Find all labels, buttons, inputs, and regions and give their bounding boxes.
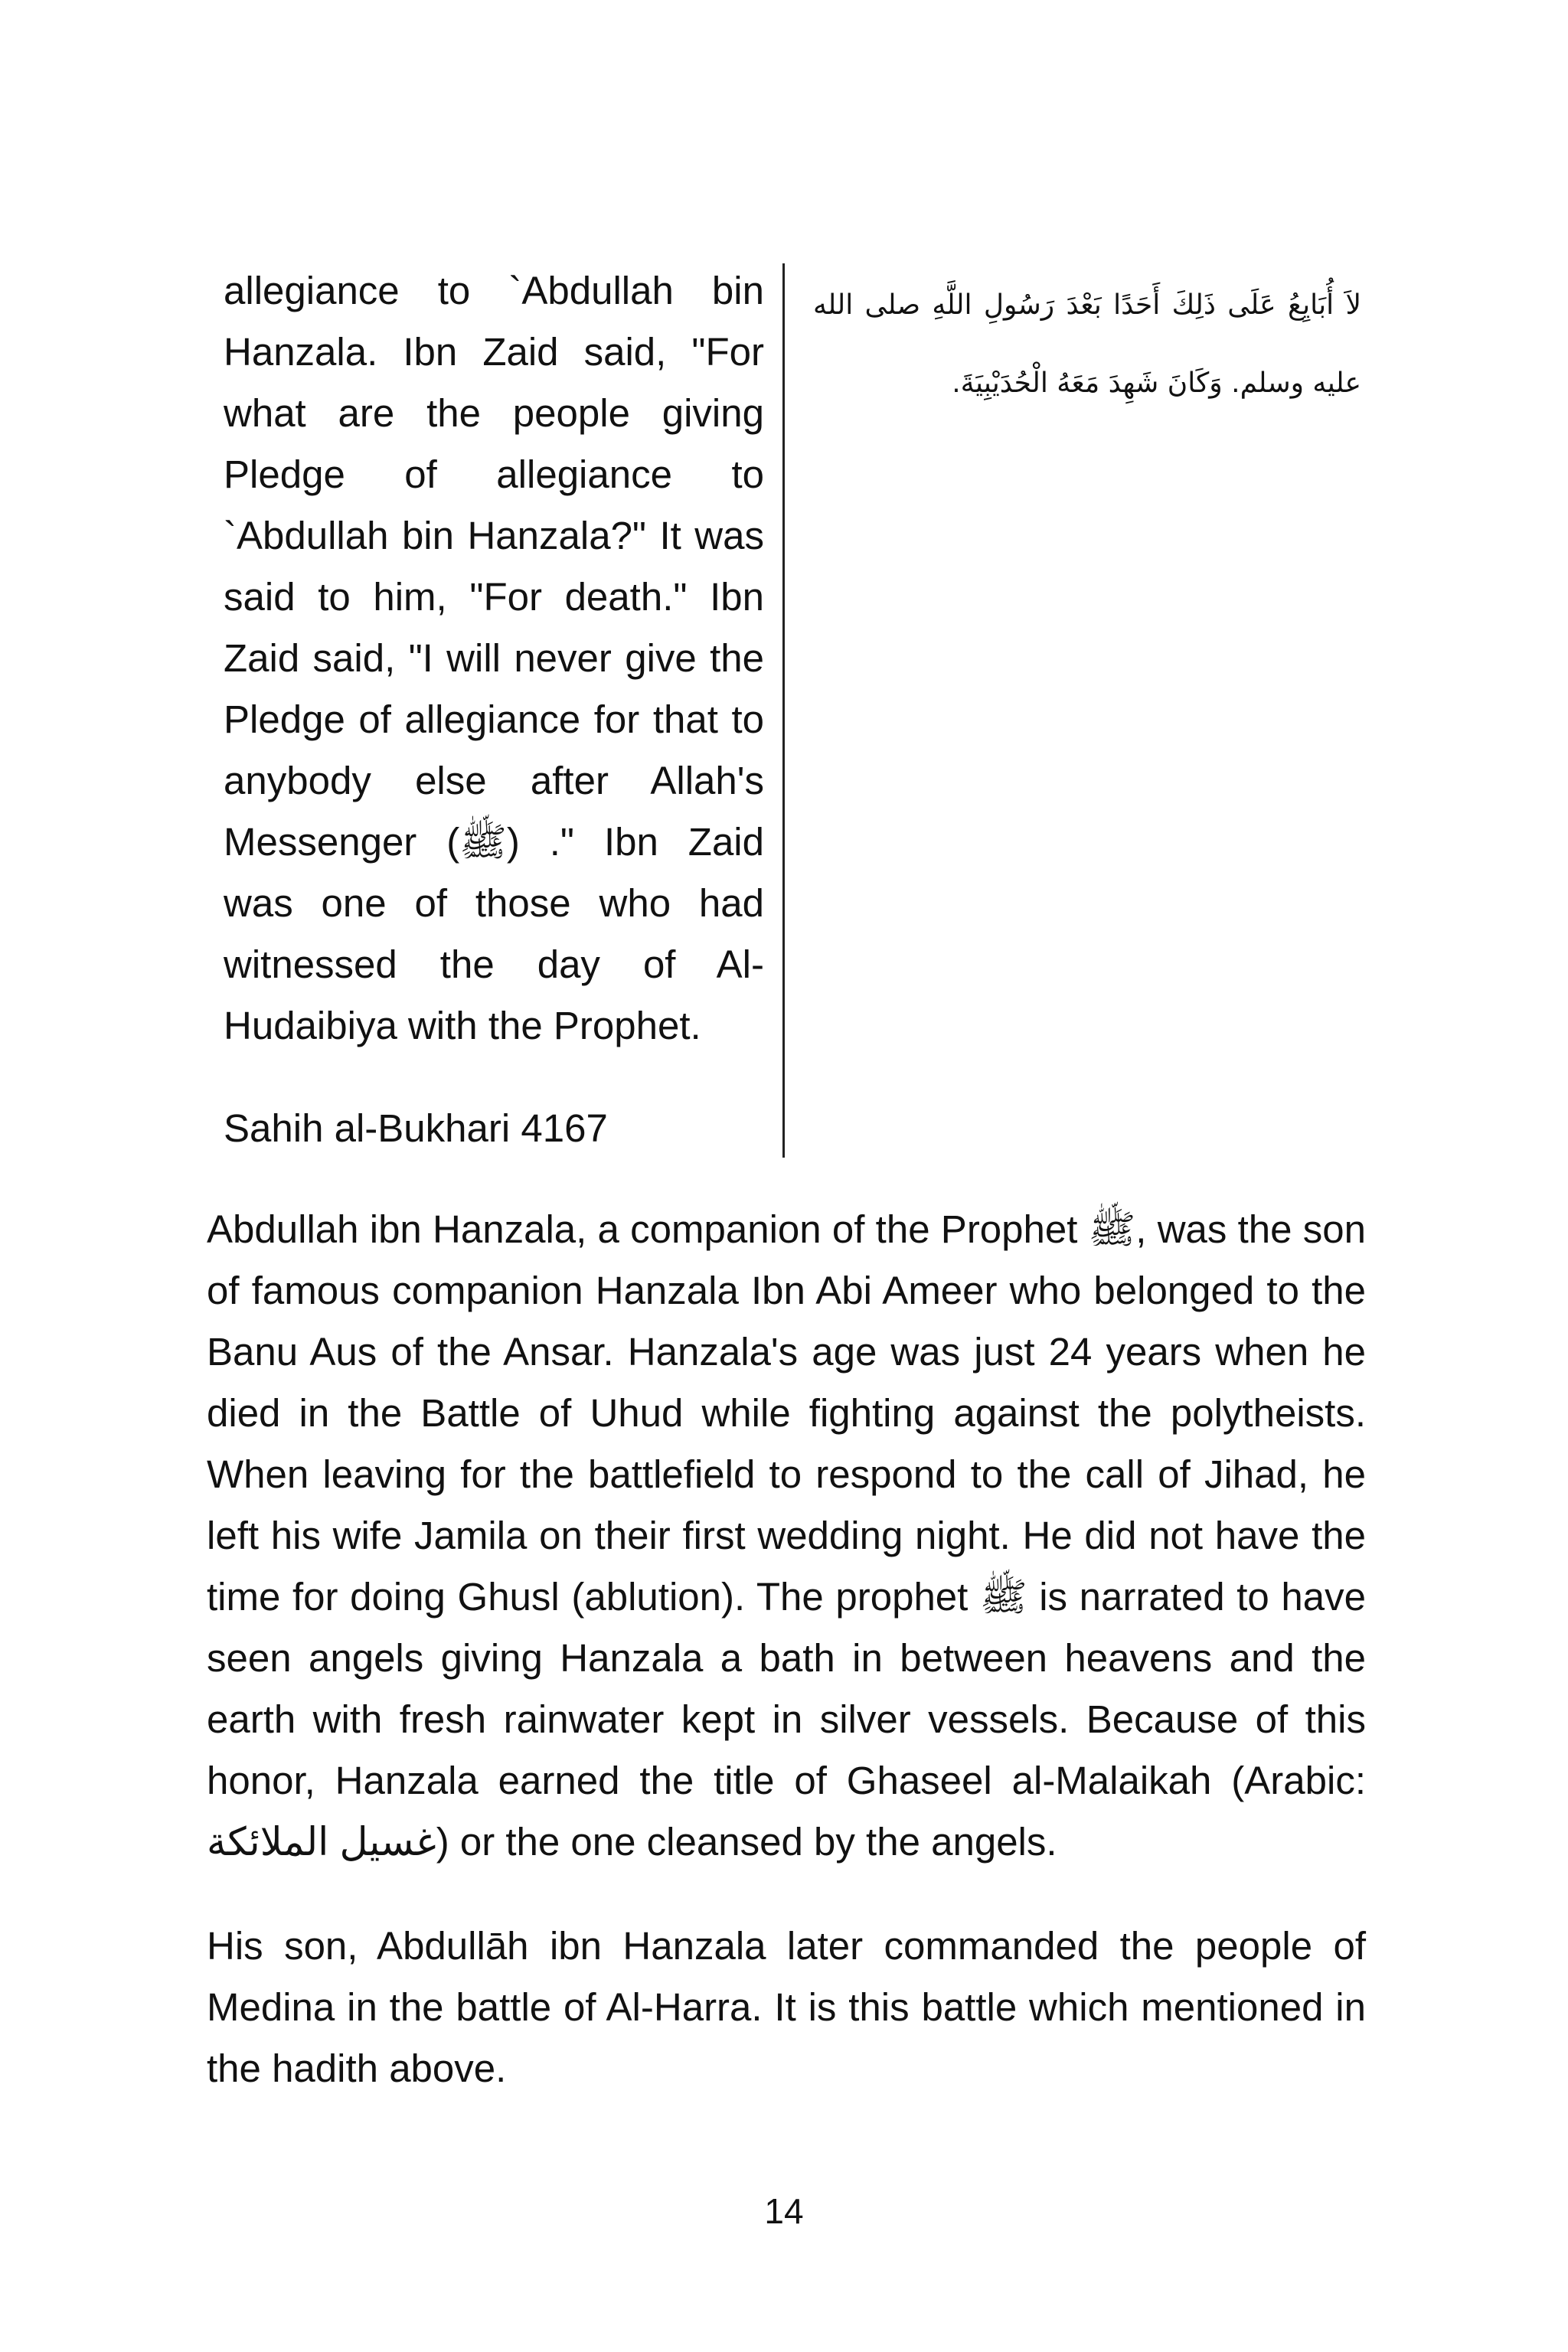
page-number: 14 [764, 2191, 804, 2231]
hadith-two-column-block [224, 260, 1364, 1148]
commentary-paragraph-1: Abdullah ibn Hanzala, a companion of the Prophet ﷺ, was the son of famous companion Hanzala Ibn Abi Ameer who belonged to the Banu Aus of the Ansar. Hanzala's age was just 24 years when he died in the Battle of Uhud while fighting against the polytheists. When leaving for the battlefield to respond to the call of Jihad, he left his wife Jamila on their first wedding night. He did not have the time for doing Ghusl (ablution). The prophet ﷺ is narrated to have seen angels giving Hanzala a bath in between heavens and the earth with fresh rainwater kept in silver vessels. Because of this honor, Hanzala earned the title of Ghaseel al-Malaikah (Arabic: غسيل الملائكة) or the one cleansed by the angels. [207, 1207, 1367, 1864]
arabic-column [813, 266, 1361, 423]
hadith-reference: Sahih al-Bukhari 4167 [224, 1106, 608, 1150]
commentary-paragraph-2: His son, Abdullāh ibn Hanzala later commanded the people of Medina in the battle of Al-Harra. It is this battle which mentioned in the hadith above. [207, 1924, 1366, 2090]
commentary-section [207, 1199, 1366, 2099]
column-divider [782, 263, 785, 1158]
arabic-hadith-text: لاَ أُبَايِعُ عَلَى ذَلِكَ أَحَدًا بَعْدَ رَسُولِ اللَّهِ صلى الله عليه وسلم‏.‏ وَكَانَ شَهِدَ مَعَهُ الْحُدَيْبِيَةَ‏.‏ [813, 289, 1361, 399]
english-hadith-text: allegiance to `Abdullah bin Hanzala. Ibn Zaid said, "For what are the people giving Pledge of allegiance to `Abdullah bin Hanzala?" It was said to him, "For death." Ibn Zaid said, "I will never give the Pledge of allegiance for that to anybody else after Allah's Messenger (ﷺ) ." Ibn Zaid was one of those who had witnessed the day of Al-Hudaibiya with the Prophet. [224, 269, 764, 1047]
english-column [224, 260, 764, 1057]
